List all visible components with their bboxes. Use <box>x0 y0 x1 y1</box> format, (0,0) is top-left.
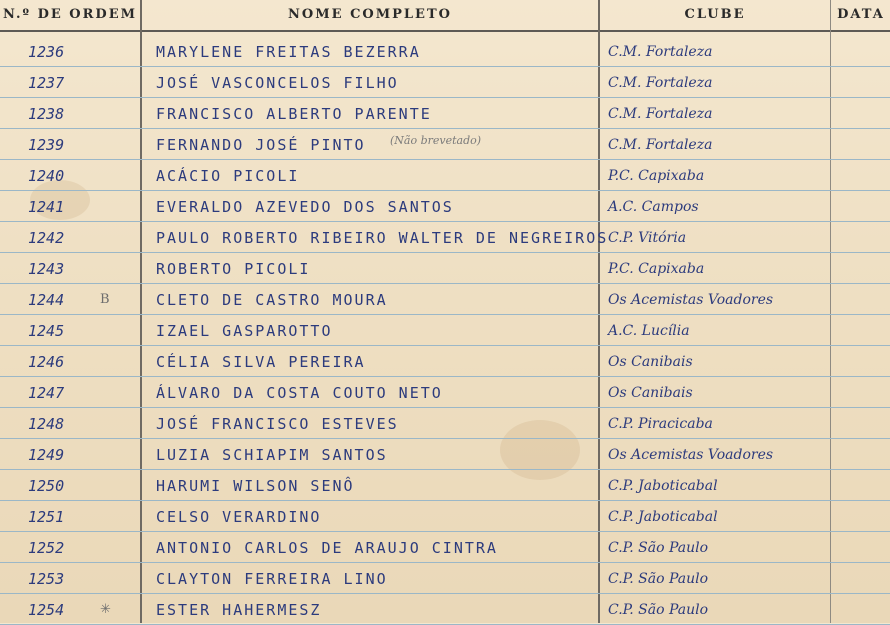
club-name: C.M. Fortaleza <box>608 106 713 122</box>
order-number: 1246 <box>28 353 65 371</box>
order-number: 1251 <box>28 508 65 526</box>
table-row <box>0 532 890 563</box>
full-name: FERNANDO JOSÉ PINTO <box>156 136 366 154</box>
order-number: 1242 <box>28 229 65 247</box>
table-row <box>0 98 890 129</box>
margin-mark: B <box>100 292 110 307</box>
order-number: 1250 <box>28 477 65 495</box>
full-name: IZAEL GASPAROTTO <box>156 322 333 340</box>
table-row <box>0 67 890 98</box>
club-name: P.C. Capixaba <box>608 168 705 184</box>
order-number: 1241 <box>28 198 65 216</box>
order-number: 1254 <box>28 601 65 619</box>
table-row <box>0 439 890 470</box>
order-number: 1248 <box>28 415 65 433</box>
club-name: Os Acemistas Voadores <box>608 447 774 463</box>
full-name: CLETO DE CASTRO MOURA <box>156 291 388 309</box>
header-divider <box>0 30 890 32</box>
order-number: 1247 <box>28 384 65 402</box>
order-number: 1243 <box>28 260 65 278</box>
full-name: MARYLENE FREITAS BEZERRA <box>156 43 421 61</box>
full-name: CELSO VERARDINO <box>156 508 322 526</box>
table-row <box>0 222 890 253</box>
club-name: Os Acemistas Voadores <box>608 292 774 308</box>
club-name: C.P. Piracicaba <box>608 416 713 432</box>
column-header-date: DATA <box>837 7 885 22</box>
order-number: 1252 <box>28 539 65 557</box>
order-number: 1240 <box>28 167 65 185</box>
club-name: C.P. Jaboticabal <box>608 509 718 525</box>
club-name: C.P. São Paulo <box>608 540 709 556</box>
full-name: CLAYTON FERREIRA LINO <box>156 570 388 588</box>
full-name: CÉLIA SILVA PEREIRA <box>156 353 366 371</box>
full-name: ACÁCIO PICOLI <box>156 167 300 185</box>
club-name: C.M. Fortaleza <box>608 137 713 153</box>
full-name: EVERALDO AZEVEDO DOS SANTOS <box>156 198 454 216</box>
table-row <box>0 36 890 67</box>
order-number: 1236 <box>28 43 65 61</box>
column-header-name: NOME COMPLETO <box>288 7 452 22</box>
full-name: ESTER HAHERMESZ <box>156 601 322 619</box>
table-row <box>0 501 890 532</box>
club-name: A.C. Campos <box>608 199 699 215</box>
full-name: JOSÉ FRANCISCO ESTEVES <box>156 415 399 433</box>
annotation-note: (Não brevetado) <box>390 134 482 147</box>
table-row <box>0 408 890 439</box>
club-name: C.P. Vitória <box>608 230 687 246</box>
order-number: 1249 <box>28 446 65 464</box>
club-name: Os Canibais <box>608 354 693 370</box>
order-number: 1238 <box>28 105 65 123</box>
table-row <box>0 346 890 377</box>
club-name: C.P. São Paulo <box>608 602 709 618</box>
column-header-club: CLUBE <box>684 7 746 22</box>
table-row <box>0 191 890 222</box>
table-row <box>0 470 890 501</box>
club-name: P.C. Capixaba <box>608 261 705 277</box>
order-number: 1245 <box>28 322 65 340</box>
club-name: C.M. Fortaleza <box>608 44 713 60</box>
full-name: HARUMI WILSON SENÔ <box>156 477 355 495</box>
full-name: PAULO ROBERTO RIBEIRO WALTER DE NEGREIROS <box>156 229 609 247</box>
full-name: LUZIA SCHIAPIM SANTOS <box>156 446 388 464</box>
table-row <box>0 253 890 284</box>
order-number: 1244 <box>28 291 65 309</box>
club-name: C.M. Fortaleza <box>608 75 713 91</box>
club-name: C.P. Jaboticabal <box>608 478 718 494</box>
club-name: Os Canibais <box>608 385 693 401</box>
table-row <box>0 563 890 594</box>
full-name: ÁLVARO DA COSTA COUTO NETO <box>156 384 443 402</box>
order-number: 1237 <box>28 74 65 92</box>
order-number: 1253 <box>28 570 65 588</box>
margin-mark: ✳ <box>100 602 111 617</box>
table-row <box>0 594 890 625</box>
club-name: A.C. Lucília <box>608 323 690 339</box>
table-row <box>0 284 890 315</box>
club-name: C.P. São Paulo <box>608 571 709 587</box>
full-name: JOSÉ VASCONCELOS FILHO <box>156 74 399 92</box>
full-name: FRANCISCO ALBERTO PARENTE <box>156 105 432 123</box>
full-name: ROBERTO PICOLI <box>156 260 311 278</box>
full-name: ANTONIO CARLOS DE ARAUJO CINTRA <box>156 539 498 557</box>
table-row <box>0 160 890 191</box>
order-number: 1239 <box>28 136 65 154</box>
table-row <box>0 129 890 160</box>
table-row <box>0 377 890 408</box>
table-row <box>0 315 890 346</box>
column-header-order: N.º DE ORDEM <box>2 7 137 22</box>
